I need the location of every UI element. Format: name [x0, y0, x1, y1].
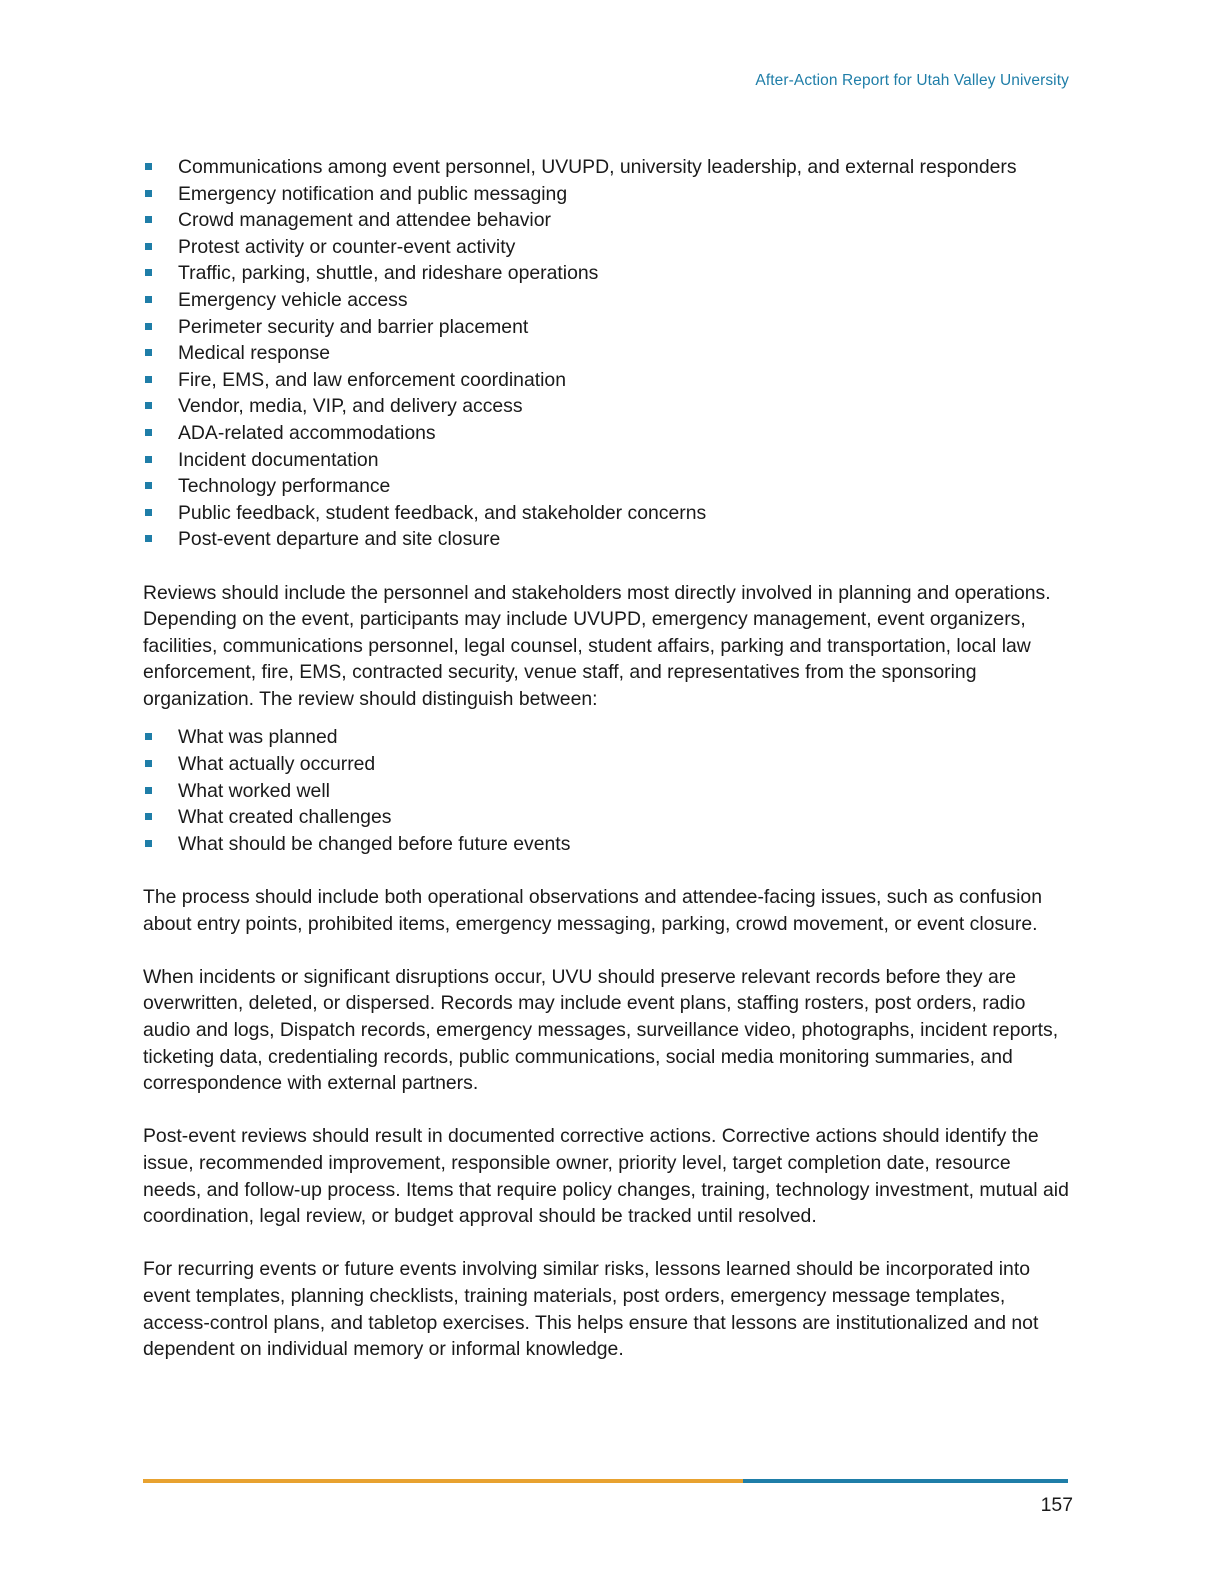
list-item — [143, 804, 1073, 831]
list-item — [143, 207, 1073, 234]
list-item-text: What actually occurred — [178, 753, 376, 776]
square-bullet-icon — [145, 760, 152, 767]
paragraph-lessons-learned: For recurring events or future events involving similar risks, lessons learned should be incorporated into event templates, planning checklists, training materials, post orders, emergency message templates, access-control plans, and tabletop exercises. This helps ensure that lessons are institutionalized and not dependent on individual memory or informal knowledge. — [143, 1258, 1039, 1361]
square-bullet-icon — [145, 482, 152, 489]
list-item-text: What created challenges — [178, 806, 392, 829]
list-item-text: Emergency notification and public messaging — [178, 182, 568, 205]
square-bullet-icon — [145, 163, 152, 170]
square-bullet-icon — [145, 190, 152, 197]
list-item-text: Post-event departure and site closure — [178, 528, 501, 551]
list-item — [143, 500, 1073, 527]
list-item — [143, 751, 1073, 778]
page-number: 157 — [1040, 1494, 1073, 1516]
list-item-text: Medical response — [178, 342, 330, 365]
list-item-text: What worked well — [178, 779, 330, 802]
square-bullet-icon — [145, 813, 152, 820]
list-item — [143, 340, 1073, 367]
square-bullet-icon — [145, 429, 152, 436]
list-item-text: ADA-related accommodations — [178, 421, 436, 444]
list-item — [143, 260, 1073, 287]
list-item — [143, 234, 1073, 261]
square-bullet-icon — [145, 535, 152, 542]
square-bullet-icon — [145, 296, 152, 303]
list-item — [143, 447, 1073, 474]
list-item — [143, 526, 1073, 553]
square-bullet-icon — [145, 840, 152, 847]
square-bullet-icon — [145, 243, 152, 250]
square-bullet-icon — [145, 323, 152, 330]
square-bullet-icon — [145, 376, 152, 383]
list-item-text: Perimeter security and barrier placement — [178, 315, 529, 338]
list-item — [143, 724, 1073, 751]
paragraph-process-scope: The process should include both operational observations and attendee-facing issues, such as confusion about entry points, prohibited items, emergency messaging, parking, crowd movement, or event closure. — [143, 886, 1043, 935]
square-bullet-icon — [145, 269, 152, 276]
list-item-text: Emergency vehicle access — [178, 288, 408, 311]
footer-divider-gold-segment — [143, 1479, 743, 1483]
list-item — [143, 181, 1073, 208]
list-item — [143, 314, 1073, 341]
list-item — [143, 420, 1073, 447]
list-item-text: Public feedback, student feedback, and stakeholder concerns — [178, 501, 707, 524]
square-bullet-icon — [145, 787, 152, 794]
paragraph-review-participants: Reviews should include the personnel and stakeholders most directly involved in planning and operations. Depending on the event, participants may include UVUPD, emergency management, event organizers, facilities, communications personnel, legal counsel, student affairs, parking and transportation, local law enforcement, fire, EMS, contracted security, venue staff, and representatives from the sponsoring organization. The review should distinguish between: — [143, 581, 1051, 710]
list-item-text: Technology performance — [178, 475, 391, 498]
square-bullet-icon — [145, 456, 152, 463]
running-header: After-Action Report for Utah Valley University — [755, 72, 1069, 89]
review-distinctions-list — [143, 724, 1073, 857]
paragraph-records-preservation: When incidents or significant disruptions occur, UVU should preserve relevant records before they are overwritten, deleted, or dispersed. Records may include event plans, staffing rosters, post orders, radio audio and logs, Dispatch records, emergency messages, surveillance video, photographs, incident reports, ticketing data, credentialing records, public communications, social media monitoring summaries, and correspondence with external partners. — [143, 965, 1059, 1095]
square-bullet-icon — [145, 402, 152, 409]
list-item — [143, 154, 1073, 181]
footer-divider — [143, 1479, 1068, 1483]
list-item — [143, 367, 1073, 394]
list-item — [143, 831, 1073, 858]
list-item — [143, 473, 1073, 500]
page-body — [143, 154, 1073, 1363]
review-topics-list — [143, 154, 1073, 553]
list-item-text: Communications among event personnel, UVUPD, university leadership, and external responders — [178, 156, 1017, 178]
square-bullet-icon — [145, 733, 152, 740]
list-item-text: What should be changed before future events — [178, 832, 571, 855]
square-bullet-icon — [145, 216, 152, 223]
list-item-text: Protest activity or counter-event activity — [178, 235, 516, 258]
list-item-text: What was planned — [178, 726, 338, 749]
square-bullet-icon — [145, 509, 152, 516]
list-item-text: Crowd management and attendee behavior — [178, 209, 551, 232]
list-item — [143, 287, 1073, 314]
square-bullet-icon — [145, 349, 152, 356]
list-item-text: Traffic, parking, shuttle, and rideshare operations — [178, 262, 599, 285]
footer-divider-blue-segment — [743, 1479, 1068, 1483]
list-item — [143, 393, 1073, 420]
list-item — [143, 778, 1073, 805]
list-item-text: Incident documentation — [178, 448, 379, 471]
list-item-text: Fire, EMS, and law enforcement coordination — [178, 368, 567, 391]
paragraph-corrective-actions: Post-event reviews should result in documented corrective actions. Corrective actions should identify the issue, recommended improvement, responsible owner, priority level, target completion date, resource needs, and follow-up process. Items that require policy changes, training, technology investment, mutual aid coordination, legal review, or budget approval should be tracked until resolved. — [143, 1125, 1069, 1228]
list-item-text: Vendor, media, VIP, and delivery access — [178, 395, 523, 418]
